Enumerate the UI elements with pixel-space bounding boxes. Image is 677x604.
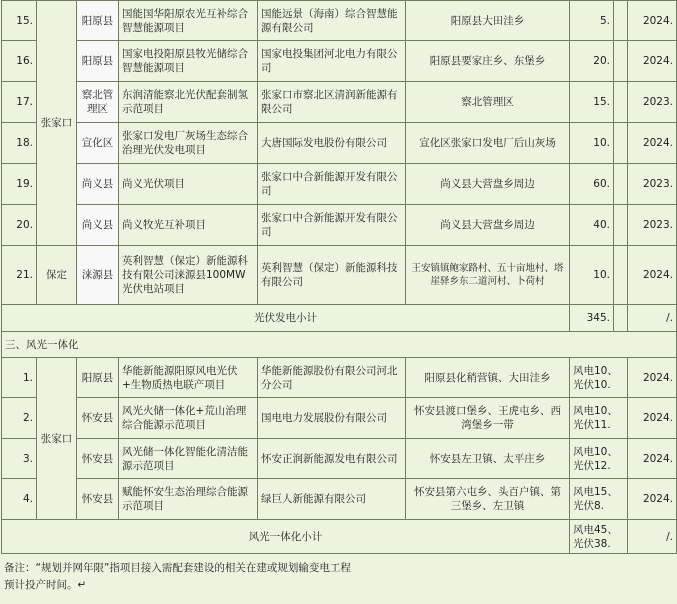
site-cell: 怀安县渡口堡乡、王虎屯乡、西湾堡乡一带 [406, 398, 570, 439]
county-cell: 涞源县 [77, 246, 119, 305]
county-cell: 阳原县 [77, 41, 119, 82]
capacity-cell: 10. [570, 123, 614, 164]
table-row [2, 398, 677, 439]
row-number: 21. [2, 246, 37, 305]
table-row [2, 1, 677, 41]
project-name: 张家口发电厂灰场生态综合治理光伏发电项目 [119, 123, 258, 164]
subtotal-capacity: 345. [570, 305, 614, 332]
site-cell: 察北管理区 [406, 82, 570, 123]
site-cell: 阳原县大田洼乡 [406, 1, 570, 41]
capacity-cell: 20. [570, 41, 614, 82]
owner-cell: 英利智慧（保定）新能源科技有限公司 [258, 246, 406, 305]
capacity-cell: 风电10、光伏12. [570, 439, 628, 479]
capacity-cell: 5. [570, 1, 614, 41]
year-cell: 2024. [628, 246, 677, 305]
county-cell: 宣化区 [77, 123, 119, 164]
year-cell: 2024. [628, 358, 677, 398]
year-cell: 2024. [628, 398, 677, 439]
row-number: 17. [2, 82, 37, 123]
subtotal-label: 风光一体化小计 [2, 520, 570, 554]
city-label: 张家口 [40, 117, 73, 129]
row-number: 1. [2, 358, 37, 398]
project-table [1, 0, 677, 554]
row-number: 19. [2, 164, 37, 205]
section-row [2, 332, 677, 358]
owner-cell: 张家口市察北区清润新能源有限公司 [258, 82, 406, 123]
subtotal-year: /. [628, 305, 677, 332]
owner-cell: 怀安正润新能源发电有限公司 [258, 439, 406, 479]
spacer-cell [614, 205, 628, 246]
project-name: 风光储一体化智能化清洁能源示范项目 [119, 439, 258, 479]
site-cell: 怀安县左卫镇、太平庄乡 [406, 439, 570, 479]
city-label: 张家口 [40, 432, 73, 445]
capacity-cell: 10. [570, 246, 614, 305]
capacity-cell: 风电10、光伏11. [570, 398, 628, 439]
county-cell: 察北管理区 [77, 82, 119, 123]
owner-cell: 大唐国际发电股份有限公司 [258, 123, 406, 164]
row-number: 3. [2, 439, 37, 479]
table-row [2, 123, 677, 164]
year-cell: 2023. [628, 82, 677, 123]
capacity-cell: 40. [570, 205, 614, 246]
subtotal-capacity: 风电45、光伏38. [570, 520, 628, 554]
spacer-cell [614, 305, 628, 332]
project-name: 赋能怀安生态治理综合能源示范项目 [119, 479, 258, 520]
county-cell: 怀安县 [77, 479, 119, 520]
spacer-cell [614, 246, 628, 305]
capacity-cell: 风电15、光伏8. [570, 479, 628, 520]
table-row [2, 41, 677, 82]
site-cell: 宣化区张家口发电厂后山灰场 [406, 123, 570, 164]
spacer-cell [614, 332, 677, 358]
owner-cell: 国家电投集团河北电力有限公司 [258, 41, 406, 82]
table-row [2, 164, 677, 205]
capacity-cell: 60. [570, 164, 614, 205]
city-cell: 保定 [37, 246, 77, 305]
row-number: 16. [2, 41, 37, 82]
subtotal-year: /. [628, 520, 677, 554]
year-cell: 2024. [628, 1, 677, 41]
year-cell: 2024. [628, 41, 677, 82]
city-cell [37, 1, 77, 246]
spacer-cell [614, 82, 628, 123]
county-cell: 怀安县 [77, 398, 119, 439]
year-cell: 2023. [628, 205, 677, 246]
site-cell: 阳原县化稍营镇、大田洼乡 [406, 358, 570, 398]
owner-cell: 华能新能源股份有限公司河北分公司 [258, 358, 406, 398]
row-number: 20. [2, 205, 37, 246]
project-name: 尚义牧光互补项目 [119, 205, 258, 246]
county-cell: 阳原县 [77, 1, 119, 41]
footnote-line: 预计投产时间。↵ [4, 579, 87, 591]
county-cell: 尚义县 [77, 205, 119, 246]
owner-cell: 张家口中合新能源开发有限公司 [258, 164, 406, 205]
project-name: 东润清能察北光伏配套制氢示范项目 [119, 82, 258, 123]
subtotal-row [2, 520, 677, 554]
owner-cell: 绿巨人新能源有限公司 [258, 479, 406, 520]
row-number: 2. [2, 398, 37, 439]
project-name: 华能新能源阳原风电光伏+生物质热电联产项目 [119, 358, 258, 398]
owner-cell: 国电电力发展股份有限公司 [258, 398, 406, 439]
county-cell: 尚义县 [77, 164, 119, 205]
spacer-cell [614, 41, 628, 82]
owner-cell: 国能远景（海南）综合智慧能源有限公司 [258, 1, 406, 41]
table-row [2, 439, 677, 479]
table-row [2, 246, 677, 305]
footnote [4, 560, 674, 594]
spacer-cell [614, 164, 628, 205]
year-cell: 2023. [628, 164, 677, 205]
county-cell: 阳原县 [77, 358, 119, 398]
capacity-cell: 风电10、光伏10. [570, 358, 628, 398]
table-row [2, 479, 677, 520]
table-row [2, 82, 677, 123]
year-cell: 2024. [628, 123, 677, 164]
county-cell: 怀安县 [77, 439, 119, 479]
section-heading: 三、风光一体化 [2, 332, 614, 358]
site-cell: 怀安县第六屯乡、头百户镇、第三堡乡、左卫镇 [406, 479, 570, 520]
owner-cell: 张家口中合新能源开发有限公司 [258, 205, 406, 246]
subtotal-label: 光伏发电小计 [2, 305, 570, 332]
site-cell: 尚义县大营盘乡周边 [406, 164, 570, 205]
table-row [2, 358, 677, 398]
project-name: 国家电投阳原县牧光储综合智慧能源项目 [119, 41, 258, 82]
row-number: 4. [2, 479, 37, 520]
spacer-cell [614, 1, 628, 41]
site-cell: 阳原县要家庄乡、东堡乡 [406, 41, 570, 82]
project-name: 风光火储一体化+荒山治理综合能源示范项目 [119, 398, 258, 439]
row-number: 15. [2, 1, 37, 41]
subtotal-row [2, 305, 677, 332]
project-name: 英利智慧（保定）新能源科技有限公司涞源县100MW光伏电站项目 [119, 246, 258, 305]
row-number: 18. [2, 123, 37, 164]
year-cell: 2024. [628, 479, 677, 520]
spacer-cell [614, 123, 628, 164]
city-cell [37, 358, 77, 520]
site-cell: 尚义县大营盘乡周边 [406, 205, 570, 246]
table-row [2, 205, 677, 246]
capacity-cell: 15. [570, 82, 614, 123]
footnote-line: 备注：“规划并网年限”指项目接入需配套建设的相关在建或规划输变电工程 [4, 562, 351, 574]
project-name: 国能国华阳原农光互补综合智慧能源项目 [119, 1, 258, 41]
project-name: 尚义光伏项目 [119, 164, 258, 205]
site-cell: 王安镇镇鲍家路村、五十亩地村、塔崖驿乡东二道河村、卜荷村 [406, 246, 570, 305]
year-cell: 2024. [628, 439, 677, 479]
